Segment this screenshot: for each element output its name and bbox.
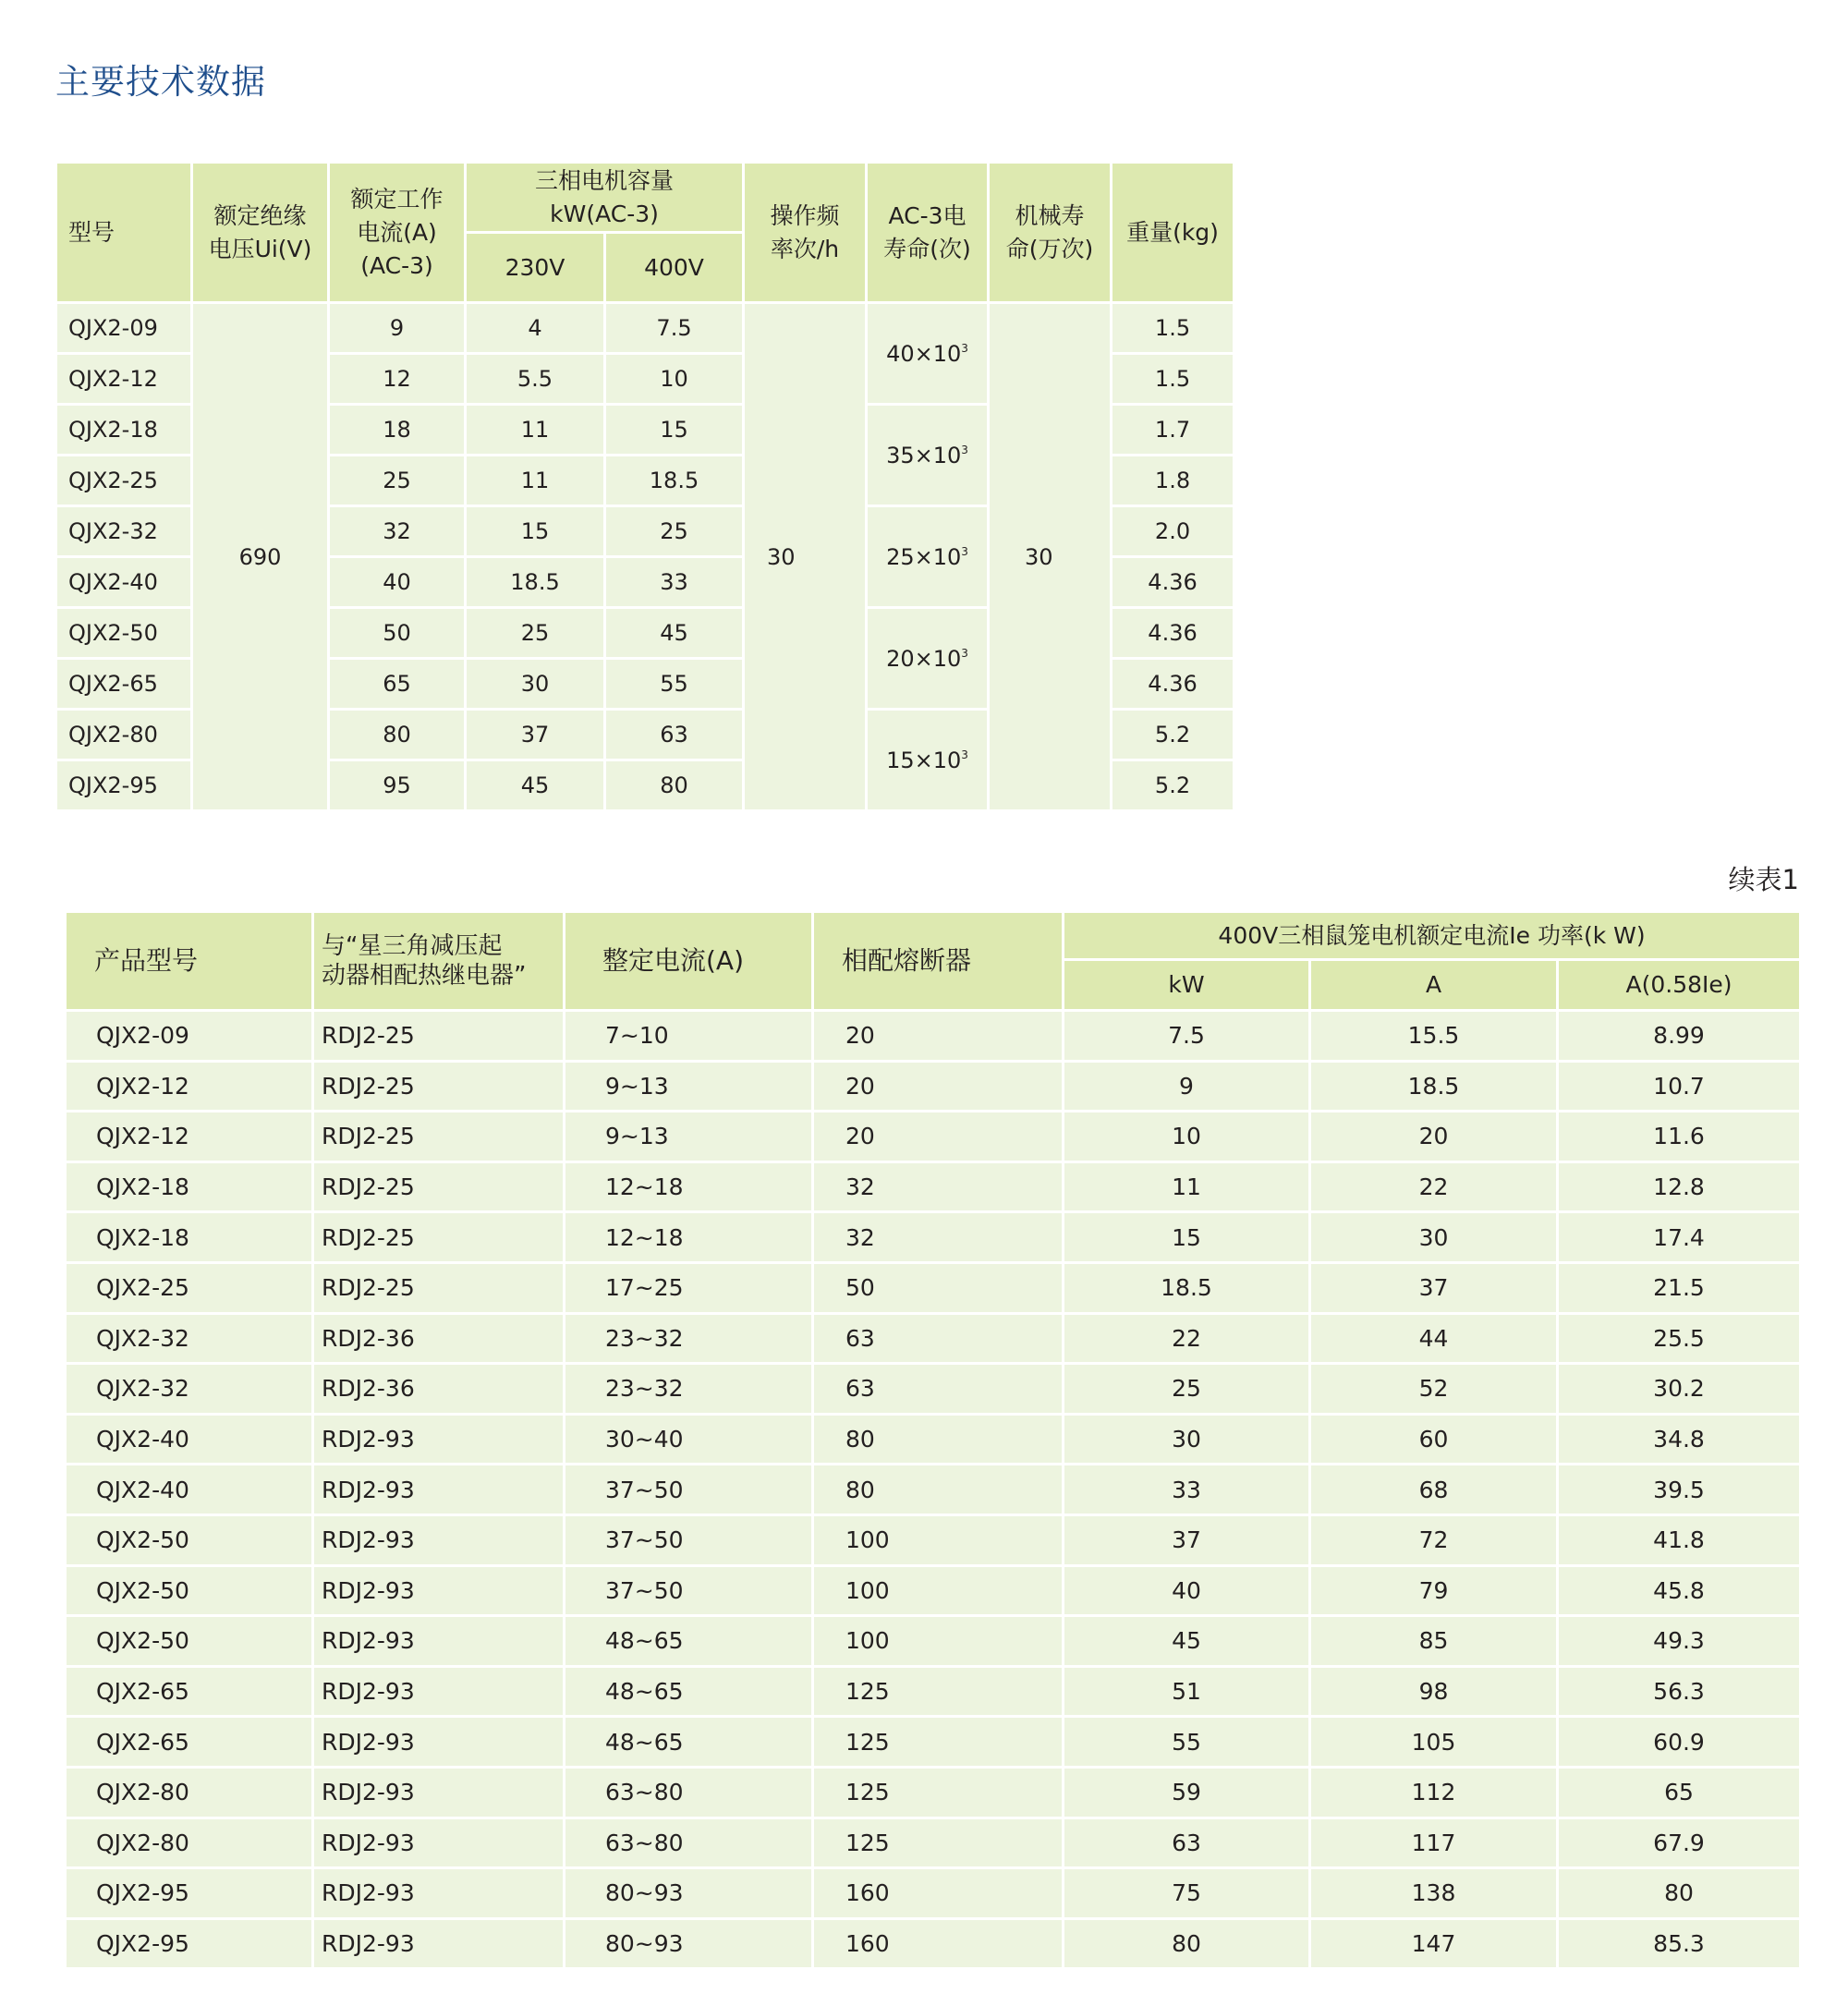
header-ac3-life-line2: 寿命(次) — [883, 235, 971, 262]
table-row — [66, 1717, 1801, 1768]
header-product-model: 产品型号 — [66, 912, 313, 1011]
cell-setting-current: 7~10 — [565, 1011, 813, 1062]
cell-weight: 5.2 — [1112, 710, 1234, 760]
cell-fuse: 50 — [813, 1262, 1064, 1313]
cell-a-058ie: 41.8 — [1558, 1514, 1801, 1565]
cell-kw: 11 — [1064, 1161, 1310, 1212]
cell-setting-current: 12~18 — [565, 1212, 813, 1263]
cell-product-model: QJX2-95 — [66, 1868, 313, 1919]
table-row — [66, 1465, 1801, 1515]
cell-kw: 63 — [1064, 1818, 1310, 1868]
table-row — [66, 1112, 1801, 1162]
cell-thermal-relay: RDJ2-93 — [313, 1767, 565, 1818]
cell-kw-400v: 55 — [605, 659, 744, 710]
ac3-life-exponent: 3 — [961, 443, 968, 456]
cell-working-current: 65 — [329, 659, 466, 710]
cell-a-058ie: 8.99 — [1558, 1011, 1801, 1062]
cell-kw-230v: 25 — [466, 608, 605, 659]
header-weight: 重量(kg) — [1112, 163, 1234, 303]
cell-kw: 55 — [1064, 1717, 1310, 1768]
cell-kw: 9 — [1064, 1061, 1310, 1112]
cell-kw-230v: 30 — [466, 659, 605, 710]
cell-product-model: QJX2-12 — [66, 1112, 313, 1162]
cell-kw-230v: 37 — [466, 710, 605, 760]
cell-setting-current: 80~93 — [565, 1918, 813, 1969]
table-row — [66, 1868, 1801, 1919]
header-setting-current: 整定电流(A) — [565, 912, 813, 1011]
cell-a: 20 — [1310, 1112, 1558, 1162]
table-row — [66, 1616, 1801, 1667]
cell-product-model: QJX2-50 — [66, 1565, 313, 1616]
cell-setting-current: 12~18 — [565, 1161, 813, 1212]
cell-thermal-relay: RDJ2-25 — [313, 1212, 565, 1263]
header-operating-frequency — [744, 163, 867, 303]
ac3-life-exponent: 3 — [961, 748, 968, 761]
table-row — [66, 1011, 1801, 1062]
cell-operating-frequency: 30 — [744, 303, 867, 811]
cell-kw-400v: 7.5 — [605, 303, 744, 354]
cell-fuse: 32 — [813, 1161, 1064, 1212]
cell-kw: 80 — [1064, 1918, 1310, 1969]
cell-thermal-relay: RDJ2-93 — [313, 1666, 565, 1717]
cell-a: 60 — [1310, 1414, 1558, 1465]
cell-fuse: 20 — [813, 1011, 1064, 1062]
cell-working-current: 40 — [329, 557, 466, 608]
cell-model: QJX2-32 — [56, 506, 192, 557]
cell-kw-400v: 10 — [605, 354, 744, 405]
cell-setting-current: 80~93 — [565, 1868, 813, 1919]
header-thermal-relay-line1: 与“星三角减压起 — [322, 932, 503, 960]
cell-kw-230v: 11 — [466, 456, 605, 506]
cell-thermal-relay: RDJ2-93 — [313, 1414, 565, 1465]
cell-kw-230v: 45 — [466, 760, 605, 811]
cell-weight: 4.36 — [1112, 608, 1234, 659]
cell-kw-230v: 18.5 — [466, 557, 605, 608]
cell-ac3-life — [867, 608, 989, 710]
header-insulation-voltage-line1: 额定绝缘 — [213, 201, 307, 229]
table-row — [66, 1161, 1801, 1212]
cell-fuse: 125 — [813, 1767, 1064, 1818]
cell-a-058ie: 85.3 — [1558, 1918, 1801, 1969]
header-model: 型号 — [56, 163, 192, 303]
cell-working-current: 50 — [329, 608, 466, 659]
ac3-life-exponent: 3 — [961, 341, 968, 355]
header-thermal-relay-line2: 动器相配热继电器” — [322, 962, 527, 990]
cell-kw-230v: 4 — [466, 303, 605, 354]
cell-kw: 45 — [1064, 1616, 1310, 1667]
cell-working-current: 12 — [329, 354, 466, 405]
cell-fuse: 80 — [813, 1414, 1064, 1465]
page-title: 主要技术数据 — [55, 62, 266, 102]
cell-thermal-relay: RDJ2-25 — [313, 1161, 565, 1212]
continuation-table — [64, 910, 1802, 1970]
cell-kw: 37 — [1064, 1514, 1310, 1565]
cell-thermal-relay: RDJ2-93 — [313, 1565, 565, 1616]
cell-model: QJX2-12 — [56, 354, 192, 405]
cell-a: 18.5 — [1310, 1061, 1558, 1112]
header-a-058ie: A(0.58Ie) — [1558, 960, 1801, 1011]
header-motor-capacity-line2: kW(AC-3) — [550, 200, 659, 227]
header-working-current-line1: 额定工作 — [350, 185, 444, 213]
cell-setting-current: 37~50 — [565, 1565, 813, 1616]
cell-model: QJX2-50 — [56, 608, 192, 659]
cell-kw: 75 — [1064, 1868, 1310, 1919]
cell-a: 147 — [1310, 1918, 1558, 1969]
cell-thermal-relay: RDJ2-93 — [313, 1717, 565, 1768]
cell-setting-current: 23~32 — [565, 1364, 813, 1415]
cell-a-058ie: 21.5 — [1558, 1262, 1801, 1313]
cell-a: 37 — [1310, 1262, 1558, 1313]
header-working-current-line3: (AC-3) — [360, 251, 433, 279]
cell-kw-400v: 63 — [605, 710, 744, 760]
cell-product-model: QJX2-25 — [66, 1262, 313, 1313]
cell-weight: 2.0 — [1112, 506, 1234, 557]
header-motor-rated-current: 400V三相鼠笼电机额定电流Ie 功率(k W) — [1064, 912, 1801, 960]
cell-weight: 1.5 — [1112, 303, 1234, 354]
cell-working-current: 80 — [329, 710, 466, 760]
cell-kw: 51 — [1064, 1666, 1310, 1717]
cell-a: 52 — [1310, 1364, 1558, 1415]
cell-kw: 18.5 — [1064, 1262, 1310, 1313]
cell-setting-current: 9~13 — [565, 1061, 813, 1112]
cell-working-current: 95 — [329, 760, 466, 811]
table-row — [66, 1262, 1801, 1313]
cell-working-current: 32 — [329, 506, 466, 557]
cell-product-model: QJX2-80 — [66, 1767, 313, 1818]
cell-weight: 1.7 — [1112, 405, 1234, 456]
header-motor-capacity-line1: 三相电机容量 — [535, 166, 675, 194]
cell-kw-230v: 15 — [466, 506, 605, 557]
cell-thermal-relay: RDJ2-93 — [313, 1918, 565, 1969]
cell-kw: 25 — [1064, 1364, 1310, 1415]
cell-a: 15.5 — [1310, 1011, 1558, 1062]
header-mechanical-life-line1: 机械寿 — [1015, 201, 1085, 229]
header-a: A — [1310, 960, 1558, 1011]
table-row — [66, 1313, 1801, 1364]
cell-a-058ie: 39.5 — [1558, 1465, 1801, 1515]
main-technical-data-table — [55, 161, 1235, 812]
cell-a-058ie: 80 — [1558, 1868, 1801, 1919]
cell-a: 105 — [1310, 1717, 1558, 1768]
cell-weight: 4.36 — [1112, 557, 1234, 608]
cell-working-current: 25 — [329, 456, 466, 506]
cell-product-model: QJX2-18 — [66, 1161, 313, 1212]
cell-kw: 40 — [1064, 1565, 1310, 1616]
cell-product-model: QJX2-12 — [66, 1061, 313, 1112]
cell-a-058ie: 11.6 — [1558, 1112, 1801, 1162]
cell-thermal-relay: RDJ2-93 — [313, 1868, 565, 1919]
ac3-life-base: 25×10 — [886, 543, 962, 570]
cell-a-058ie: 25.5 — [1558, 1313, 1801, 1364]
header-ac3-life — [867, 163, 989, 303]
cell-a-058ie: 67.9 — [1558, 1818, 1801, 1868]
cell-a: 117 — [1310, 1818, 1558, 1868]
cell-a: 30 — [1310, 1212, 1558, 1263]
cell-setting-current: 48~65 — [565, 1666, 813, 1717]
header-working-current — [329, 163, 466, 303]
cell-a: 112 — [1310, 1767, 1558, 1818]
cell-kw: 22 — [1064, 1313, 1310, 1364]
header-insulation-voltage-line2: 电压Ui(V) — [208, 235, 312, 262]
table-row — [66, 1212, 1801, 1263]
cell-insulation-voltage: 690 — [192, 303, 329, 811]
cell-setting-current: 17~25 — [565, 1262, 813, 1313]
table-row — [66, 1918, 1801, 1969]
cell-model: QJX2-80 — [56, 710, 192, 760]
cell-a-058ie: 10.7 — [1558, 1061, 1801, 1112]
cell-setting-current: 63~80 — [565, 1818, 813, 1868]
cell-fuse: 125 — [813, 1717, 1064, 1768]
cell-fuse: 100 — [813, 1514, 1064, 1565]
cell-kw: 59 — [1064, 1767, 1310, 1818]
cell-kw-400v: 45 — [605, 608, 744, 659]
cell-fuse: 100 — [813, 1565, 1064, 1616]
cell-a: 138 — [1310, 1868, 1558, 1919]
cell-a: 85 — [1310, 1616, 1558, 1667]
cell-a: 98 — [1310, 1666, 1558, 1717]
cell-a: 22 — [1310, 1161, 1558, 1212]
cell-setting-current: 48~65 — [565, 1616, 813, 1667]
cell-fuse: 160 — [813, 1868, 1064, 1919]
cell-fuse: 20 — [813, 1112, 1064, 1162]
cell-kw-400v: 18.5 — [605, 456, 744, 506]
ac3-life-exponent: 3 — [961, 646, 968, 660]
header-motor-capacity — [466, 163, 744, 233]
cell-a-058ie: 56.3 — [1558, 1666, 1801, 1717]
cell-weight: 4.36 — [1112, 659, 1234, 710]
cell-fuse: 100 — [813, 1616, 1064, 1667]
cell-model: QJX2-09 — [56, 303, 192, 354]
cell-setting-current: 30~40 — [565, 1414, 813, 1465]
cell-kw: 30 — [1064, 1414, 1310, 1465]
cell-a-058ie: 49.3 — [1558, 1616, 1801, 1667]
cell-model: QJX2-65 — [56, 659, 192, 710]
cell-a: 68 — [1310, 1465, 1558, 1515]
cell-setting-current: 63~80 — [565, 1767, 813, 1818]
ac3-life-base: 35×10 — [886, 442, 962, 468]
cell-thermal-relay: RDJ2-25 — [313, 1262, 565, 1313]
cell-ac3-life — [867, 405, 989, 506]
cell-working-current: 9 — [329, 303, 466, 354]
header-mechanical-life — [989, 163, 1112, 303]
table-row — [56, 303, 1234, 354]
cell-ac3-life — [867, 303, 989, 405]
cell-setting-current: 9~13 — [565, 1112, 813, 1162]
cell-kw-230v: 11 — [466, 405, 605, 456]
cell-weight: 1.8 — [1112, 456, 1234, 506]
cell-thermal-relay: RDJ2-25 — [313, 1061, 565, 1112]
ac3-life-exponent: 3 — [961, 544, 968, 558]
cell-kw: 15 — [1064, 1212, 1310, 1263]
header-ac3-life-line1: AC-3电 — [888, 201, 967, 229]
cell-setting-current: 37~50 — [565, 1465, 813, 1515]
header-fuse: 相配熔断器 — [813, 912, 1064, 1011]
header-mechanical-life-line2: 命(万次) — [1005, 235, 1094, 262]
header-thermal-relay — [313, 912, 565, 1011]
cell-model: QJX2-95 — [56, 760, 192, 811]
header-operating-frequency-line2: 率次/h — [770, 235, 840, 262]
cell-a-058ie: 65 — [1558, 1767, 1801, 1818]
ac3-life-base: 15×10 — [886, 747, 962, 773]
table-row — [66, 1414, 1801, 1465]
table-row — [66, 1514, 1801, 1565]
cell-weight: 5.2 — [1112, 760, 1234, 811]
cell-thermal-relay: RDJ2-93 — [313, 1465, 565, 1515]
table-row — [66, 1666, 1801, 1717]
table-row — [66, 1565, 1801, 1616]
header-400v: 400V — [605, 233, 744, 303]
cell-product-model: QJX2-50 — [66, 1616, 313, 1667]
header-working-current-line2: 电流(A) — [357, 218, 437, 246]
cell-setting-current: 48~65 — [565, 1717, 813, 1768]
cell-a: 72 — [1310, 1514, 1558, 1565]
cell-fuse: 63 — [813, 1313, 1064, 1364]
cell-kw: 10 — [1064, 1112, 1310, 1162]
header-230v: 230V — [466, 233, 605, 303]
cell-setting-current: 37~50 — [565, 1514, 813, 1565]
cell-product-model: QJX2-95 — [66, 1918, 313, 1969]
cell-setting-current: 23~32 — [565, 1313, 813, 1364]
header-operating-frequency-line1: 操作频 — [770, 201, 840, 229]
cell-product-model: QJX2-40 — [66, 1414, 313, 1465]
cell-a-058ie: 45.8 — [1558, 1565, 1801, 1616]
cell-model: QJX2-25 — [56, 456, 192, 506]
table-row — [66, 1364, 1801, 1415]
ac3-life-base: 20×10 — [886, 645, 962, 672]
cell-thermal-relay: RDJ2-36 — [313, 1364, 565, 1415]
table-row — [66, 1061, 1801, 1112]
cell-a-058ie: 12.8 — [1558, 1161, 1801, 1212]
cell-thermal-relay: RDJ2-25 — [313, 1011, 565, 1062]
cell-a-058ie: 30.2 — [1558, 1364, 1801, 1415]
cell-thermal-relay: RDJ2-25 — [313, 1112, 565, 1162]
cell-kw-400v: 33 — [605, 557, 744, 608]
cell-kw: 33 — [1064, 1465, 1310, 1515]
cell-working-current: 18 — [329, 405, 466, 456]
cell-fuse: 32 — [813, 1212, 1064, 1263]
cell-fuse: 80 — [813, 1465, 1064, 1515]
header-kw: kW — [1064, 960, 1310, 1011]
cell-product-model: QJX2-50 — [66, 1514, 313, 1565]
cell-kw-400v: 15 — [605, 405, 744, 456]
header-insulation-voltage — [192, 163, 329, 303]
cell-a-058ie: 17.4 — [1558, 1212, 1801, 1263]
ac3-life-base: 40×10 — [886, 340, 962, 367]
cell-model: QJX2-18 — [56, 405, 192, 456]
cell-thermal-relay: RDJ2-93 — [313, 1818, 565, 1868]
cell-product-model: QJX2-32 — [66, 1364, 313, 1415]
cell-fuse: 160 — [813, 1918, 1064, 1969]
cell-product-model: QJX2-09 — [66, 1011, 313, 1062]
cell-thermal-relay: RDJ2-93 — [313, 1514, 565, 1565]
cell-a: 79 — [1310, 1565, 1558, 1616]
cell-product-model: QJX2-65 — [66, 1717, 313, 1768]
cell-fuse: 125 — [813, 1818, 1064, 1868]
cell-kw-400v: 80 — [605, 760, 744, 811]
cell-a: 44 — [1310, 1313, 1558, 1364]
cell-product-model: QJX2-65 — [66, 1666, 313, 1717]
cell-ac3-life — [867, 506, 989, 608]
table-row — [66, 1767, 1801, 1818]
cell-product-model: QJX2-32 — [66, 1313, 313, 1364]
continuation-label: 续表1 — [1728, 864, 1799, 895]
cell-kw-400v: 25 — [605, 506, 744, 557]
cell-thermal-relay: RDJ2-93 — [313, 1616, 565, 1667]
cell-mechanical-life: 30 — [989, 303, 1112, 811]
cell-weight: 1.5 — [1112, 354, 1234, 405]
cell-fuse: 63 — [813, 1364, 1064, 1415]
cell-kw: 7.5 — [1064, 1011, 1310, 1062]
cell-product-model: QJX2-40 — [66, 1465, 313, 1515]
cell-product-model: QJX2-80 — [66, 1818, 313, 1868]
table-row — [66, 1818, 1801, 1868]
cell-fuse: 20 — [813, 1061, 1064, 1112]
cell-a-058ie: 60.9 — [1558, 1717, 1801, 1768]
cell-kw-230v: 5.5 — [466, 354, 605, 405]
cell-model: QJX2-40 — [56, 557, 192, 608]
cell-product-model: QJX2-18 — [66, 1212, 313, 1263]
cell-a-058ie: 34.8 — [1558, 1414, 1801, 1465]
cell-thermal-relay: RDJ2-36 — [313, 1313, 565, 1364]
cell-fuse: 125 — [813, 1666, 1064, 1717]
cell-ac3-life — [867, 710, 989, 811]
